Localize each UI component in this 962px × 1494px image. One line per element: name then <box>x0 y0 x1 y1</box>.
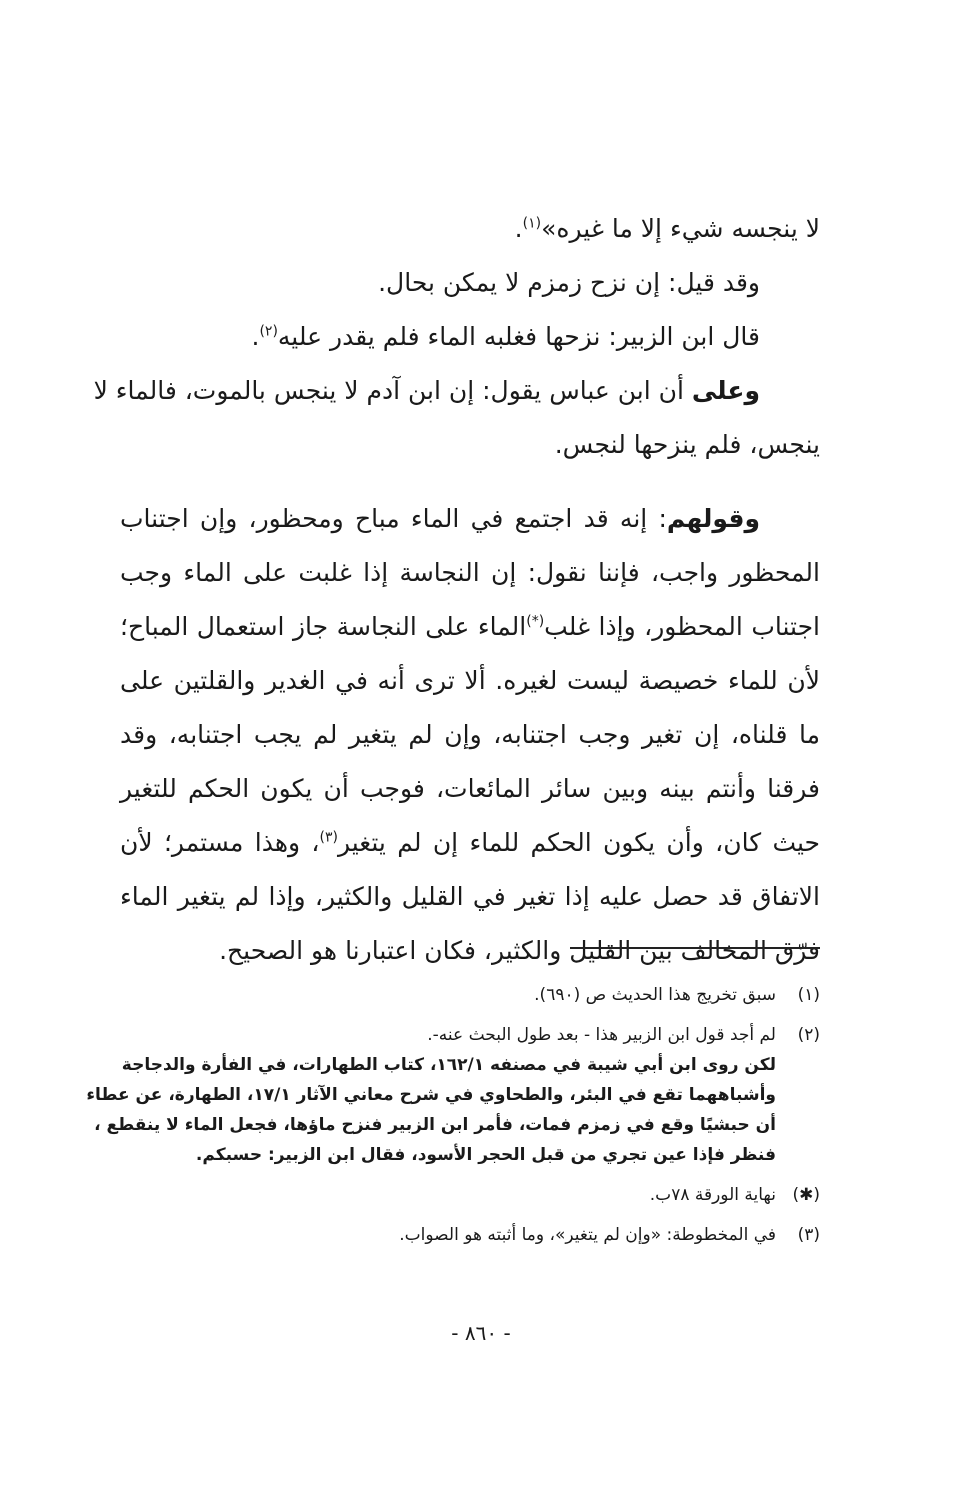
footnote-number: (١) <box>797 985 820 1005</box>
text-line: وقد قيل: إن نزح زمزم لا يمكن بحال. <box>378 268 760 297</box>
footnote-number: (✱) <box>792 1185 820 1205</box>
footnote <box>86 1020 820 1170</box>
text-line: لا ينجسه شيء إلا ما غيره»$^{(١)}$. <box>514 214 820 243</box>
footnote-number: (٣) <box>797 1225 820 1245</box>
footnote-text: في المخطوطة: «وإن لم يتغير»، وما أثبته هو الصواب. <box>399 1225 776 1245</box>
footnote <box>120 980 820 1010</box>
text-line: فرّق المخالف بين القليل والكثير، فكان اعتبارنا هو الصحيح. <box>219 936 820 965</box>
footnote-text: سبق تخريج هذا الحديث ص (٦٩٠). <box>534 985 776 1005</box>
footnote <box>120 1220 820 1250</box>
text-line: حيث كان، وأن يكون الحكم للماء إن لم يتغير$^{(٣)}$، وهذا مستمر؛ لأن <box>120 828 820 857</box>
text-line: فرقنا وأنتم بينه وبين سائر المائعات، فوجب أن يكون الحكم للتغير <box>120 774 820 803</box>
text-line: ينجس، فلم ينزحها لنجس. <box>554 430 820 459</box>
text-line: ما قلناه، إن تغير وجب اجتنابه، وإن لم يتغير لم يجب اجتنابه، وقد <box>120 720 820 749</box>
text-line: الاتفاق قد حصل عليه إذا تغير في القليل والكثير، وإذا لم يتغير الماء <box>120 882 820 911</box>
page-number: - ٨٦٠ - <box>451 1321 511 1345</box>
text-line: لأن للماء خصيصة ليست لغيره. ألا ترى أنه في الغدير والقلتين على <box>120 666 820 695</box>
footnote-text: لم أجد قول ابن الزبير هذا - بعد طول البحث عنه-. لكن روى ابن أبي شيبة في مصنفه ١٦٢/١، كتاب الطهارات، في الفأرة والدجاجة وأشباههما تقع في البئر، والطحاوي في شرح معاني الآثار ١٧/١، الطهارة، عن عطاء أن حبشيًا وقع في زمزم فمات، فأمر ابن الزبير فنزح ماؤها، فجعل الماء لا ينقطع ، فنظر فإذا عين تجري من قبل الحجر الأسود، فقال ابن الزبير: حسبكم. <box>86 1025 776 1165</box>
text-line: قال ابن الزبير: نزحها فغلبه الماء فلم يقدر عليه$^{(٢)}$. <box>251 322 760 351</box>
text-line: اجتناب المحظور، وإذا غلب(*)الماء على النجاسة جاز استعمال المباح؛ <box>120 612 820 641</box>
folio-marker[interactable]: (*) <box>526 613 545 630</box>
footnote-divider <box>570 947 820 949</box>
text-line: وعلى أن ابن عباس يقول: إن ابن آدم لا ينجس بالموت، فالماء لا <box>93 376 760 405</box>
text-line: وقولهم: إنه قد اجتمع في الماء مباح ومحظور، وإن اجتناب <box>120 504 760 533</box>
footnote-number: (٢) <box>797 1025 820 1045</box>
footnote <box>120 1180 820 1210</box>
footnote-marker[interactable]: (١) <box>522 215 542 232</box>
lead-word: وقولهم <box>666 504 760 533</box>
lead-word: وعلى <box>691 376 760 405</box>
text-line: المحظور واجب، فإننا نقول: إن النجاسة إذا غلبت على الماء وجب <box>120 558 820 587</box>
footnotes-section <box>86 980 820 1260</box>
footnote-marker[interactable]: (٢) <box>259 323 278 340</box>
footnote-text: نهاية الورقة ٧٨ب. <box>649 1185 776 1205</box>
footnote-marker[interactable]: (٣) <box>319 829 338 846</box>
main-text <box>93 202 820 978</box>
